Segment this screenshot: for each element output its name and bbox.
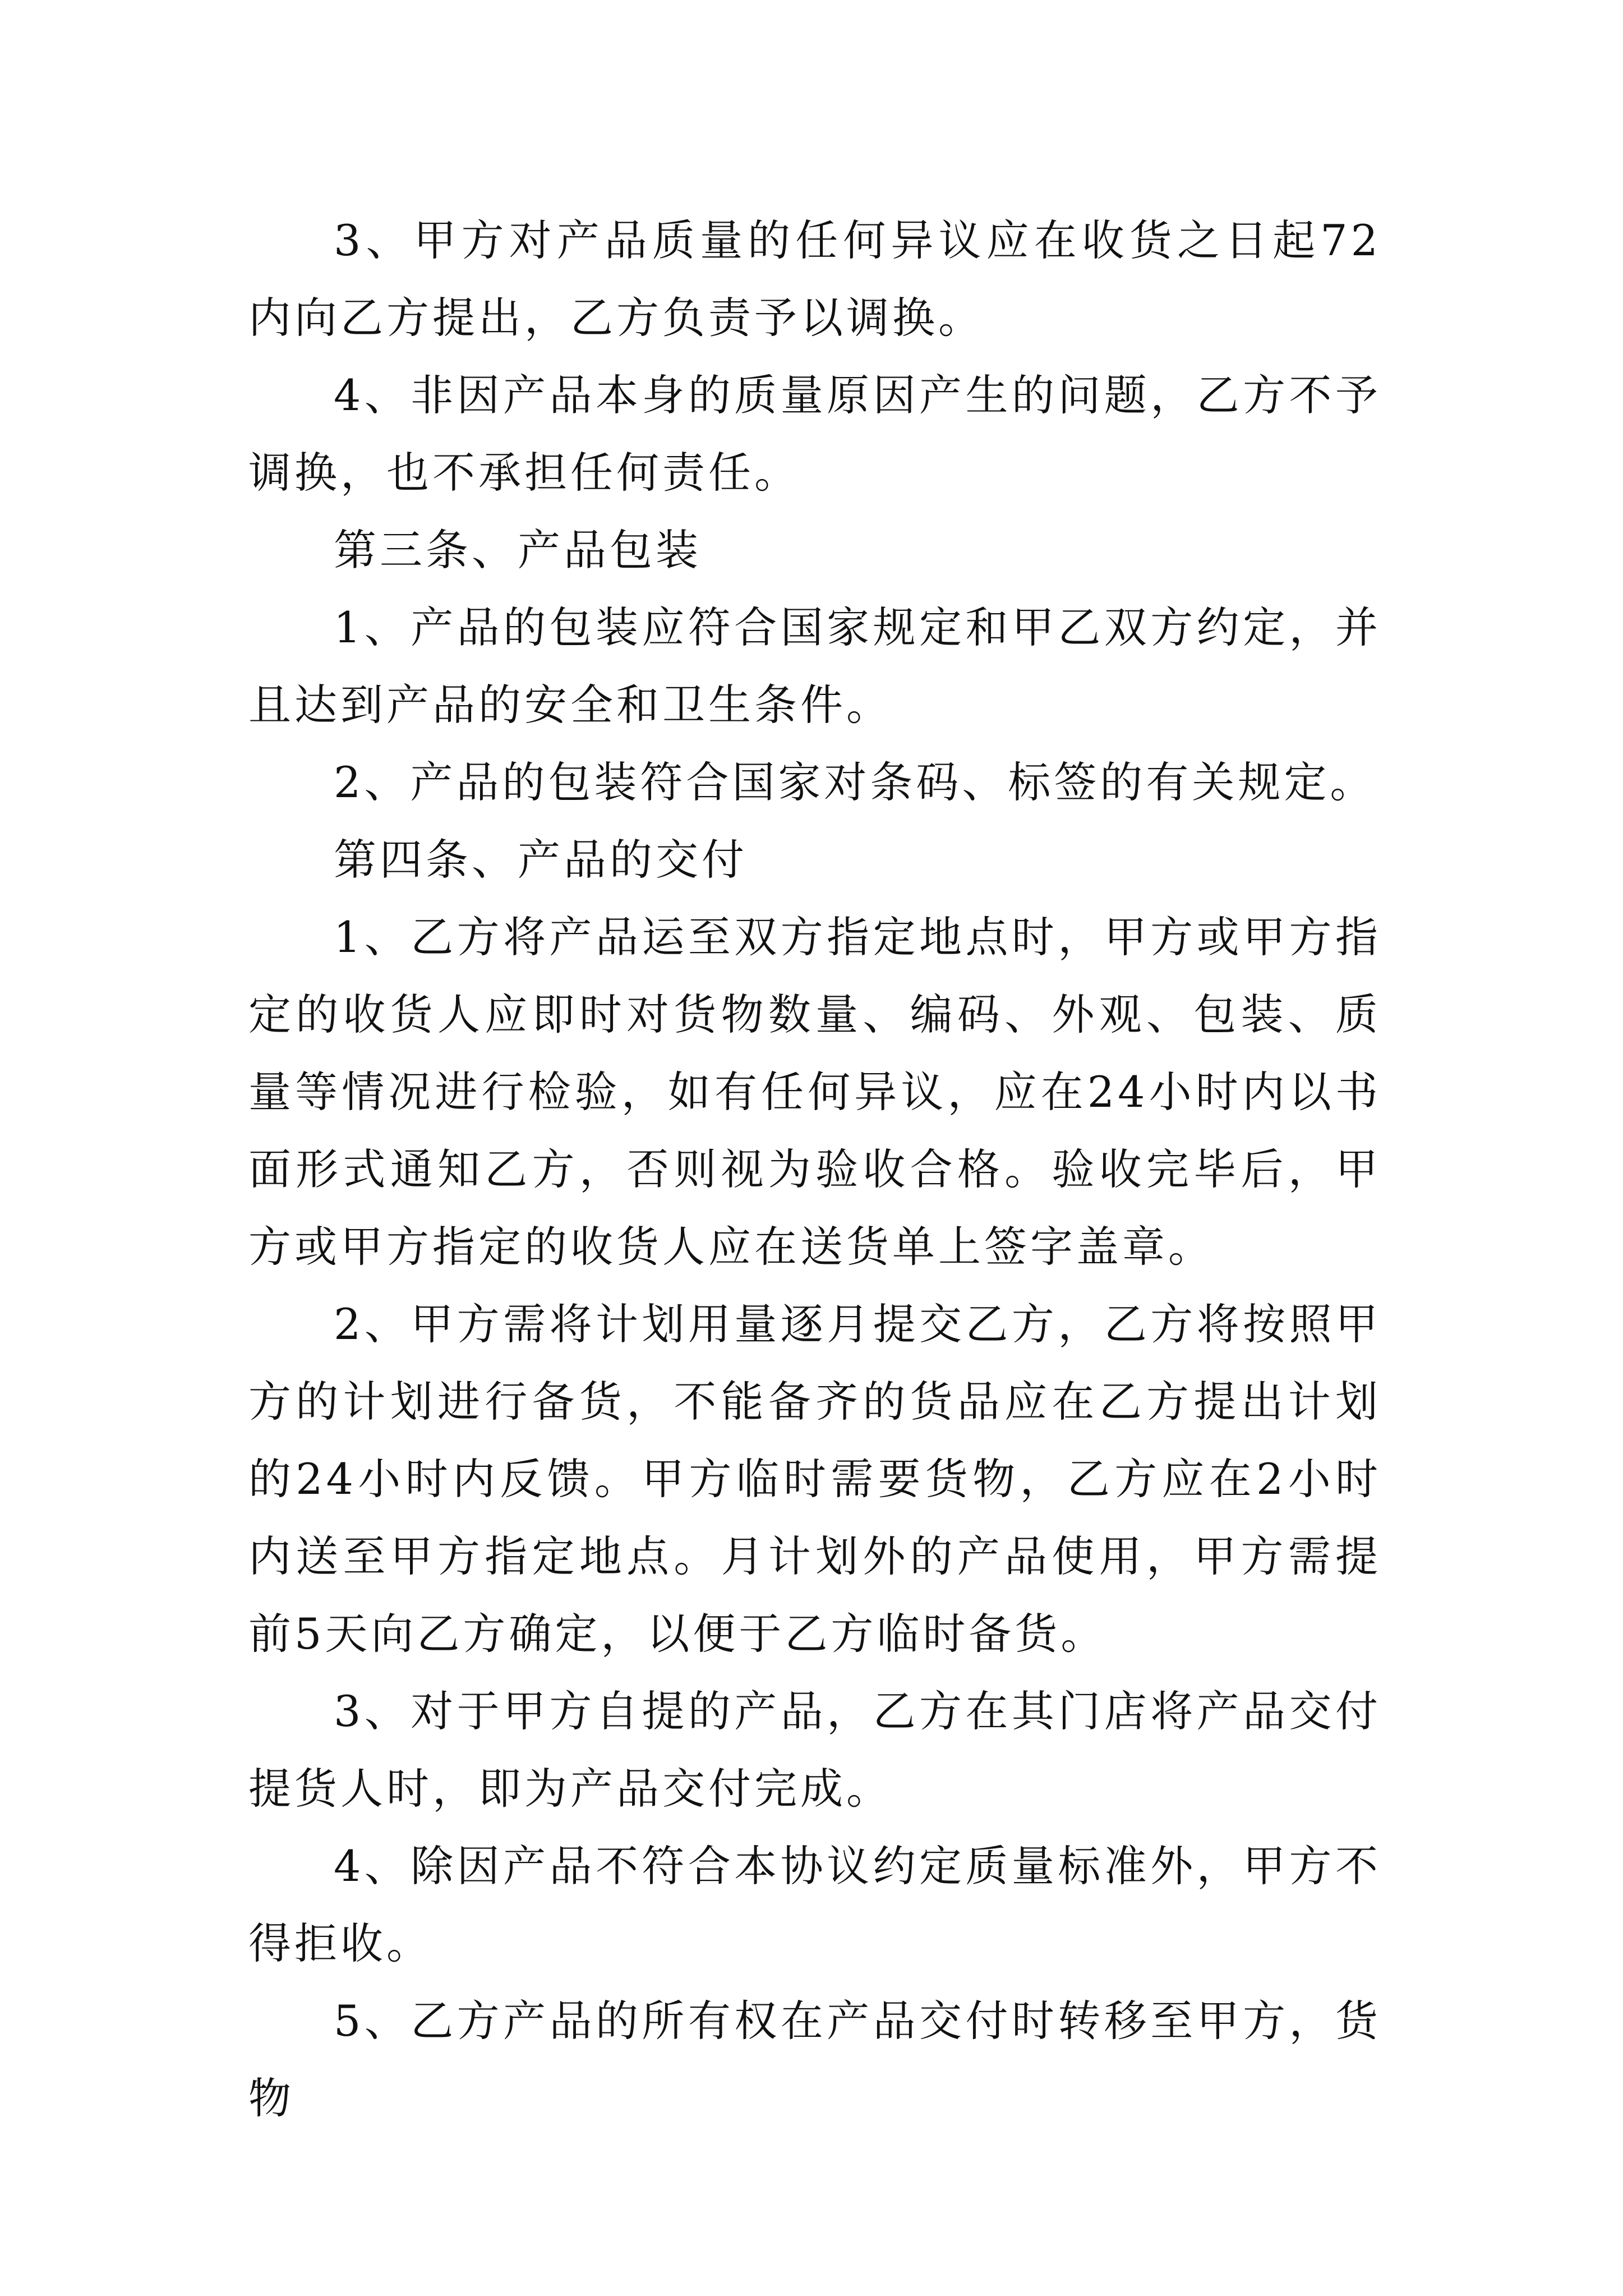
- section-heading-delivery: 第四条、产品的交付: [334, 835, 748, 885]
- delivery-clause-2: 2、甲方需将计划用量逐月提交乙方，乙方将按照甲方的计划进行备货，不能备齐的货品应在乙方提出计划的24小时内反馈。甲方临时需要货物，乙方应在2小时内送至甲方指定地点。月计划外的产品使用，甲方需提前5天向乙方确定，以便于乙方临时备货。: [248, 1299, 1381, 1659]
- delivery-clause-4: 4、除因产品不符合本协议约定质量标准外，甲方不得拒收。: [248, 1841, 1381, 1968]
- delivery-clause-5: 5、乙方产品的所有权在产品交付时转移至甲方，货物: [248, 1996, 1381, 2123]
- document-body: [248, 202, 1381, 2137]
- section-heading-packaging: 第三条、产品包装: [334, 525, 702, 575]
- packaging-clause-1: 1、产品的包装应符合国家规定和甲乙双方约定，并且达到产品的安全和卫生条件。: [248, 602, 1381, 730]
- clause-4-non-quality-issues: 4、非因产品本身的质量原因产生的问题，乙方不予调换，也不承担任何责任。: [248, 370, 1381, 498]
- delivery-clause-3: 3、对于甲方自提的产品，乙方在其门店将产品交付提货人时，即为产品交付完成。: [248, 1686, 1381, 1814]
- clause-3-quality-objection: 3、甲方对产品质量的任何异议应在收货之日起72内向乙方提出，乙方负责予以调换。: [248, 215, 1381, 343]
- packaging-clause-2: 2、产品的包装符合国家对条码、标签的有关规定。: [334, 757, 1376, 807]
- delivery-clause-1: 1、乙方将产品运至双方指定地点时，甲方或甲方指定的收货人应即时对货物数量、编码、外观、包装、质量等情况进行检验，如有任何异议，应在24小时内以书面形式通知乙方，否则视为验收合格。验收完毕后，甲方或甲方指定的收货人应在送货单上签字盖章。: [248, 912, 1381, 1272]
